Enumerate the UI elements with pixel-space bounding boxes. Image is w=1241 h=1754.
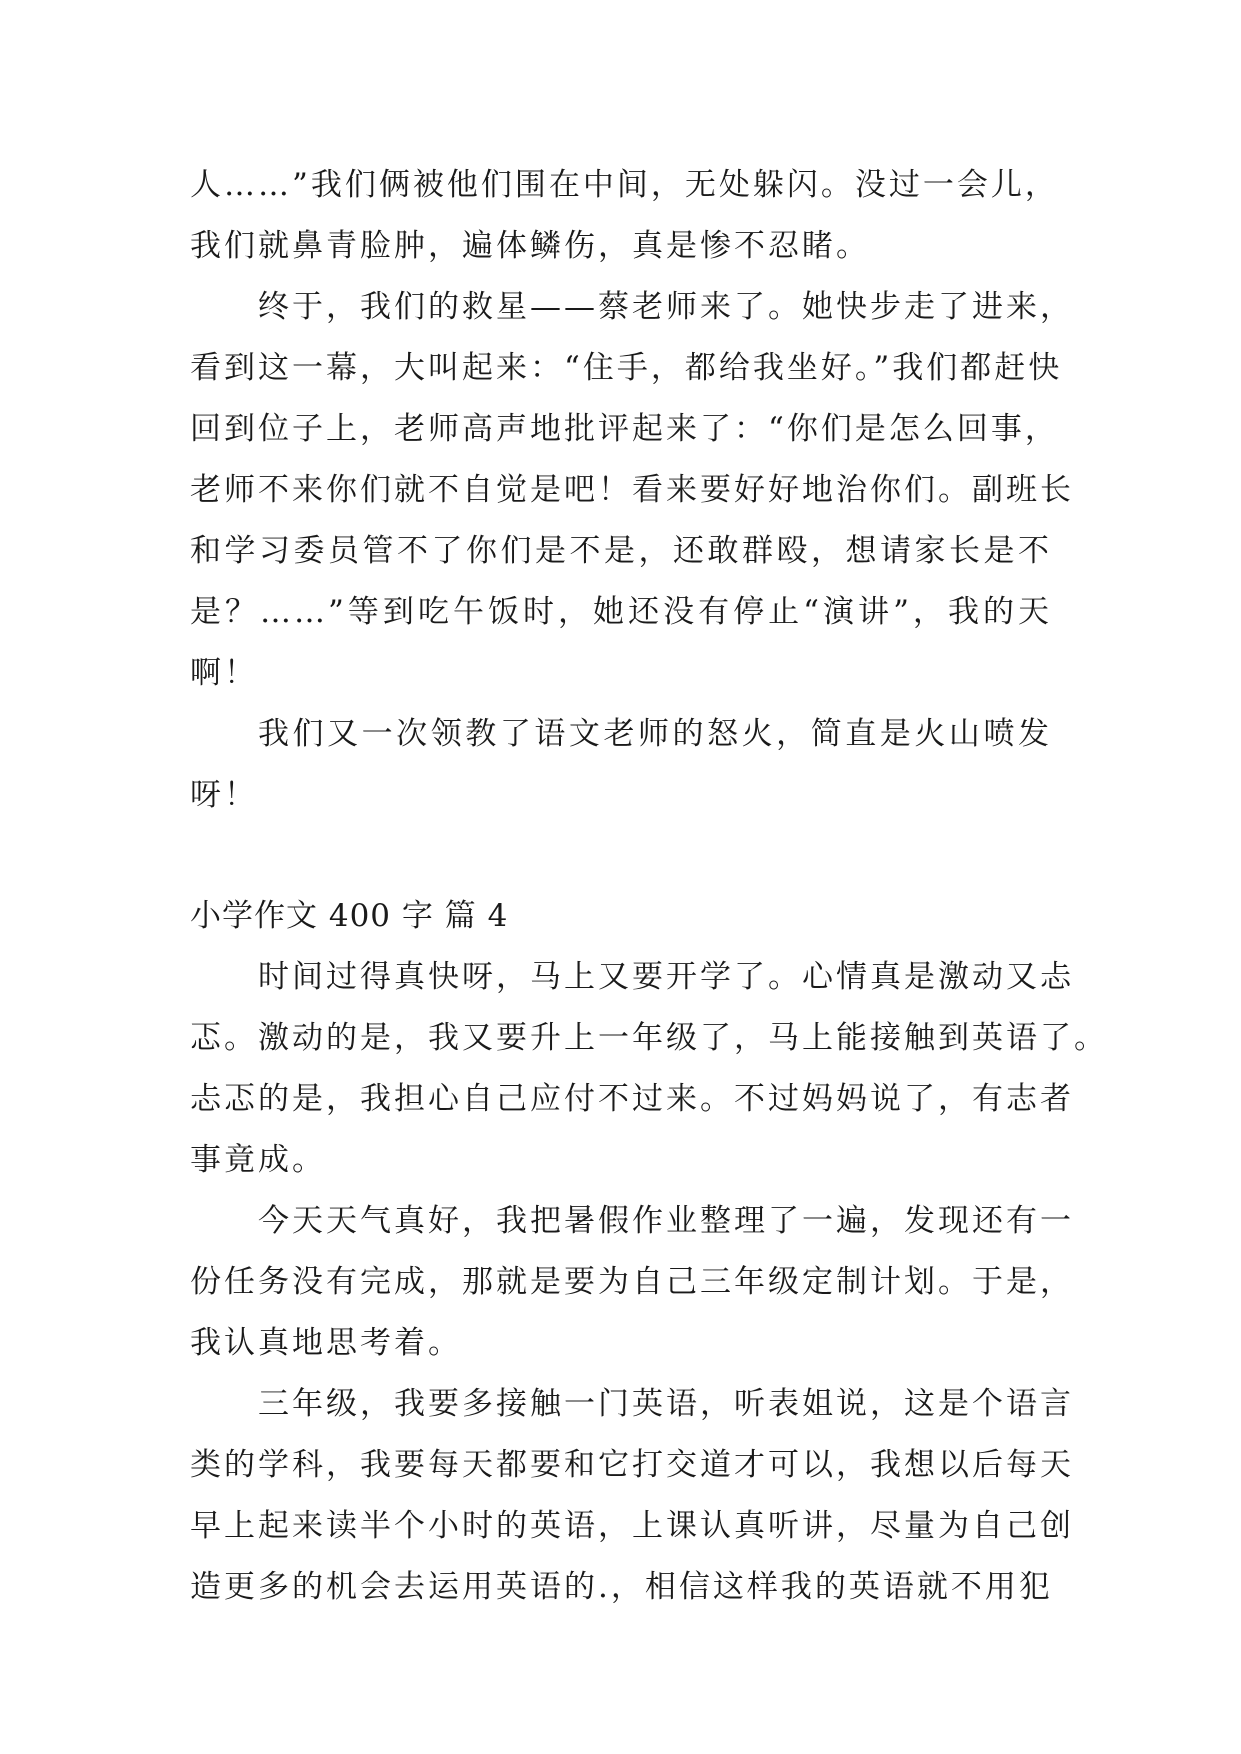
text-line: 回到位子上，老师高声地批评起来了：“你们是怎么回事， <box>190 411 1059 447</box>
paragraph <box>190 1374 1074 1618</box>
paragraph <box>190 277 1074 704</box>
paragraph <box>190 155 1059 277</box>
paragraph <box>190 704 1052 826</box>
text-line: 终于，我们的救星——蔡老师来了。她快步走了进来， <box>258 289 1074 325</box>
text-line: 我认真地思考着。 <box>190 1325 462 1361</box>
text-line: 我们又一次领教了语文老师的怒火，简直是火山喷发 <box>258 716 1052 752</box>
section-gap <box>190 826 1052 886</box>
essay-heading: 小学作文 400 字 篇 4 <box>190 898 509 934</box>
text-line: 老师不来你们就不自觉是吧！看来要好好地治你们。副班长 <box>190 472 1074 508</box>
text-line: 看到这一幕，大叫起来：“住手，都给我坐好。”我们都赶快 <box>190 350 1063 386</box>
text-line: 事竟成。 <box>190 1142 326 1178</box>
text-line: 忑。激动的是，我又要升上一年级了，马上能接触到英语了。 <box>190 1020 1108 1056</box>
text-line: 忐忑的是，我担心自己应付不过来。不过妈妈说了，有志者 <box>190 1081 1074 1117</box>
text-line: 时间过得真快呀，马上又要开学了。心情真是激动又忐 <box>258 959 1074 995</box>
text-line: 呀！ <box>190 777 258 813</box>
document-page <box>190 155 1108 1618</box>
text-line: 造更多的机会去运用英语的.，相信这样我的英语就不用犯 <box>190 1569 1053 1605</box>
text-line: 和学习委员管不了你们是不是，还敢群殴，想请家长是不 <box>190 533 1052 569</box>
text-line: 类的学科，我要每天都要和它打交道才可以，我想以后每天 <box>190 1447 1074 1483</box>
essay-section-4 <box>190 886 1108 1618</box>
paragraph <box>190 947 1108 1191</box>
essay-section-3-continuation <box>190 155 1074 826</box>
text-line: 早上起来读半个小时的英语，上课认真听讲，尽量为自己创 <box>190 1508 1074 1544</box>
text-line: 三年级，我要多接触一门英语，听表姐说，这是个语言 <box>258 1386 1074 1422</box>
text-line: 是？……”等到吃午饭时，她还没有停止“演讲”，我的天 <box>190 594 1052 630</box>
text-line: 啊！ <box>190 655 258 691</box>
text-line: 今天天气真好，我把暑假作业整理了一遍，发现还有一 <box>258 1203 1074 1239</box>
text-line: 份任务没有完成，那就是要为自己三年级定制计划。于是， <box>190 1264 1074 1300</box>
text-line: 我们就鼻青脸肿，遍体鳞伤，真是惨不忍睹。 <box>190 228 870 264</box>
paragraph <box>190 1191 1074 1374</box>
text-line: 人……”我们俩被他们围在中间，无处躲闪。没过一会儿， <box>190 167 1059 203</box>
